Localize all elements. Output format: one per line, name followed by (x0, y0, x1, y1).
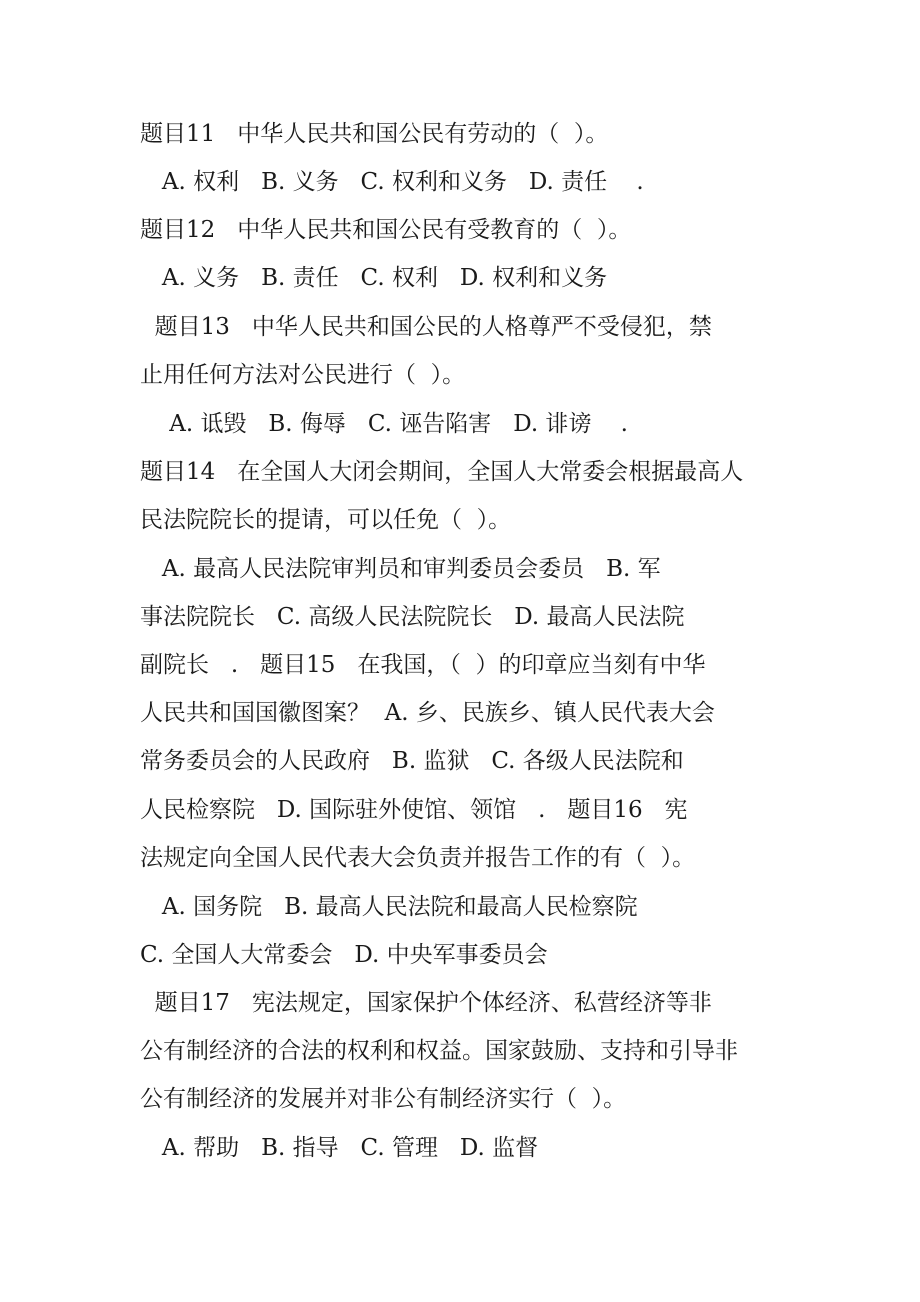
text-line: 常务委员会的人民政府 B. 监狱 C. 各级人民法院和 (140, 748, 684, 774)
text-line: 人民检察院 D. 国际驻外使馆、领馆 . 题目16 宪 (140, 797, 688, 823)
text-line: A. 义务 B. 责任 C. 权利 D. 权利和义务 (140, 265, 608, 291)
text-line: A. 权利 B. 义务 C. 权利和义务 D. 责任 . (140, 169, 644, 195)
text-line: C. 全国人大常委会 D. 中央军事委员会 (140, 942, 548, 968)
text-line: 公有制经济的合法的权利和权益。国家鼓励、支持和引导非 (140, 1038, 738, 1064)
text-line: 题目12 中华人民共和国公民有受教育的（ ）。 (140, 217, 632, 243)
text-line: 题目14 在全国人大闭会期间，全国人大常委会根据最高人 (140, 459, 744, 485)
text-line: A. 诋毁 B. 侮辱 C. 诬告陷害 D. 诽谤 . (140, 411, 628, 437)
text-line: 副院长 . 题目15 在我国，（ ）的印章应当刻有中华 (140, 652, 706, 678)
text-line: 题目13 中华人民共和国公民的人格尊严不受侵犯，禁 (140, 314, 712, 340)
text-line: 公有制经济的发展并对非公有制经济实行（ ）。 (140, 1086, 627, 1112)
text-line: A. 帮助 B. 指导 C. 管理 D. 监督 (140, 1135, 539, 1161)
text-line: 止用任何方法对公民进行（ ）。 (140, 362, 466, 388)
text-line: 事法院院长 C. 高级人民法院院长 D. 最高人民法院 (140, 604, 685, 630)
text-line: 题目11 中华人民共和国公民有劳动的（ ）。 (140, 121, 609, 147)
text-line: 法规定向全国人民代表大会负责并报告工作的有（ ）。 (140, 845, 696, 871)
text-line: A. 最高人民法院审判员和审判委员会委员 B. 军 (140, 556, 661, 582)
text-line: A. 国务院 B. 最高人民法院和最高人民检察院 (140, 894, 638, 920)
text-line: 人民共和国国徽图案？ A. 乡、民族乡、镇人民代表大会 (140, 700, 715, 726)
text-line: 民法院院长的提请，可以任免（ ）。 (140, 507, 512, 533)
text-line: 题目17 宪法规定，国家保护个体经济、私营经济等非 (140, 990, 712, 1016)
